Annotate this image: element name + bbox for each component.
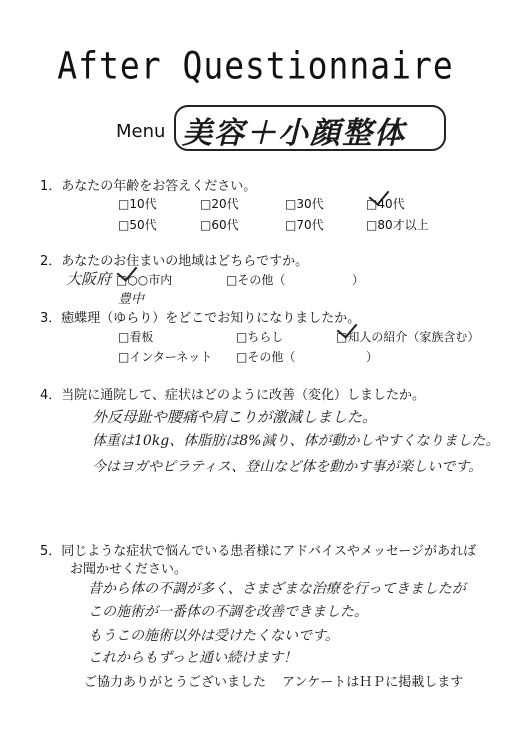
- q4-answer-line-3: 今はヨガやピラティス、登山など体を動かす事が楽しいです。: [92, 459, 483, 475]
- q3-option-signboard[interactable]: □看板: [118, 330, 154, 344]
- q3-option-other[interactable]: □その他（: [236, 350, 296, 364]
- q2-option-other[interactable]: □その他（: [226, 273, 286, 287]
- q4-answer-line-2: 体重は10kg、体脂肪は8%減り、体が動かしやすくなりました。: [92, 433, 500, 449]
- q3-option-referral-label: 知人の紹介（家族含む）: [347, 330, 480, 344]
- q2-handwritten-city: 豊中: [118, 292, 145, 307]
- question-5: 5．同じような症状で悩んでいる患者様にアドバイスやメッセージがあれば: [40, 544, 477, 559]
- q1-option-50s[interactable]: □50代: [118, 218, 157, 232]
- footer-notice: アンケートはＨＰに掲載します: [282, 675, 464, 690]
- q5-answer-line-2: この施術が一番体の不調を改善できました。: [88, 604, 368, 620]
- q2-option-other-close: ）: [352, 273, 365, 287]
- q1-option-20s[interactable]: □20代: [200, 197, 239, 211]
- q5-answer-line-1: 昔から体の不調が多く、さまざまな治療を行ってきましたが: [88, 581, 466, 597]
- menu-value: 美容＋小顔整体: [182, 116, 406, 151]
- q3-checkbox-referral: □: [336, 330, 348, 344]
- q1-option-70s[interactable]: □70代: [285, 218, 324, 232]
- q4-answer-line-1: 外反母趾や腰痛や肩こりが激減しました。: [92, 408, 378, 426]
- question-2: 2．あなたのお住まいの地域はどちらですか。: [40, 254, 309, 269]
- q1-option-30s[interactable]: □30代: [285, 197, 324, 211]
- q1-option-60s[interactable]: □60代: [200, 218, 239, 232]
- q2-option-city[interactable]: □○○市内: [116, 273, 173, 287]
- q5-answer-line-4: これからもずっと通い続けます！: [88, 650, 298, 666]
- q2-handwritten-prefecture: 大阪府: [66, 270, 112, 288]
- q1-option-80plus[interactable]: □80才以上: [366, 218, 429, 232]
- question-3: 3．癒蝶理（ゆらり）をどこでお知りになりましたか。: [40, 311, 361, 326]
- q3-option-flyer[interactable]: □ちらし: [236, 330, 284, 344]
- q3-option-referral[interactable]: [336, 328, 479, 345]
- q1-checkbox-40s: □: [366, 197, 378, 211]
- footer-thanks: ご協力ありがとうございました: [84, 675, 267, 690]
- q3-option-other-close: ）: [366, 350, 379, 364]
- q5-answer-line-3: もうこの施術以外は受けたくないです。: [88, 628, 339, 644]
- q1-option-40s-label: 40代: [377, 197, 405, 211]
- question-4: 4．当院に通院して、症状はどのように改善（変化）しましたか。: [40, 388, 426, 403]
- questionnaire-title: After Questionnaire: [57, 43, 454, 88]
- q1-option-10s[interactable]: □10代: [118, 197, 157, 211]
- question-5-line-2: お聞かせください。: [70, 562, 188, 577]
- menu-label: Menu: [116, 121, 166, 142]
- q3-option-internet[interactable]: □インターネット: [118, 350, 213, 364]
- question-1: 1．あなたの年齢をお答えください。: [40, 179, 257, 194]
